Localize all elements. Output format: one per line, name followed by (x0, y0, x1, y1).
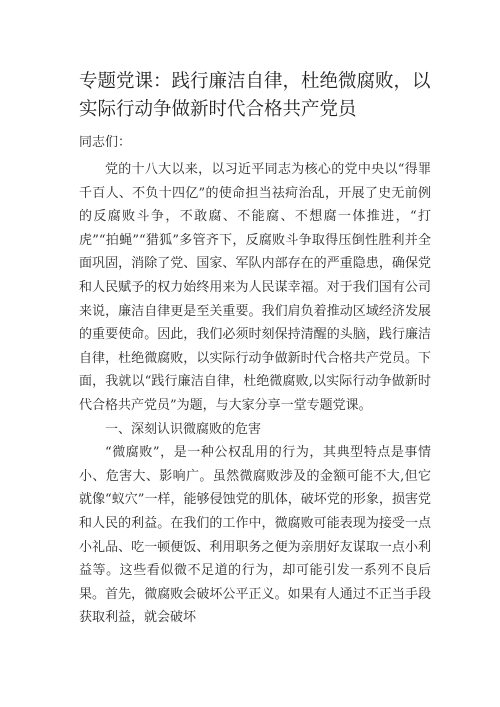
greeting: 同志们： (79, 135, 132, 150)
section-heading: 一、深刻认识微腐败的危害 (105, 421, 262, 437)
document-body (79, 158, 431, 630)
paragraph-micro-corruption: “微腐败”，是一种公权乱用的行为，其典型特点是事情小、危害大、影响广。虽然微腐败涉及的金额可能不大,但它就像“蚁穴”一样，能够侵蚀党的肌体，破坏党的形象，损害党和人民的利益。在我们的工作中，微腐败可能表现为接受一点小礼品、吃一顿便饭、利用职务之便为亲朋好友谋取一点小利益等。这些看似微不足道的行为，却可能引发一系列不良后果。首先，微腐败会破坏公平正义。如果有人通过不正当手段获取利益，就会破坏 (79, 445, 431, 626)
paragraph-intro: 党的十八大以来，以习近平同志为核心的党中央以“得罪千百人、不负十四亿”的使命担当祛疴治乱，开展了史无前例的反腐败斗争，不敢腐、不能腐、不想腐一体推进，“打虎”“拍蝇”“猎狐”多管齐下，反腐败斗争取得压倒性胜利并全面巩固，消除了党、国家、军队内部存在的严重隐患，确保党和人民赋予的权力始终用来为人民谋幸福。对于我们国有公司来说，廉洁自律更是至关重要。我们肩负着推动区域经济发展的重要使命。因此，我们必须时刻保持清醒的头脑，践行廉洁自律，杜绝微腐败，以实际行动争做新时代合格共产党员。下面，我就以“践行廉洁自律，杜绝微腐败,以实际行动争做新时代合格共产党员”为题，与大家分享一堂专题党课。 (79, 162, 431, 413)
document-title: 专题党课：践行廉洁自律，杜绝微腐败，以实际行动争做新时代合格共产党员 (79, 71, 431, 120)
